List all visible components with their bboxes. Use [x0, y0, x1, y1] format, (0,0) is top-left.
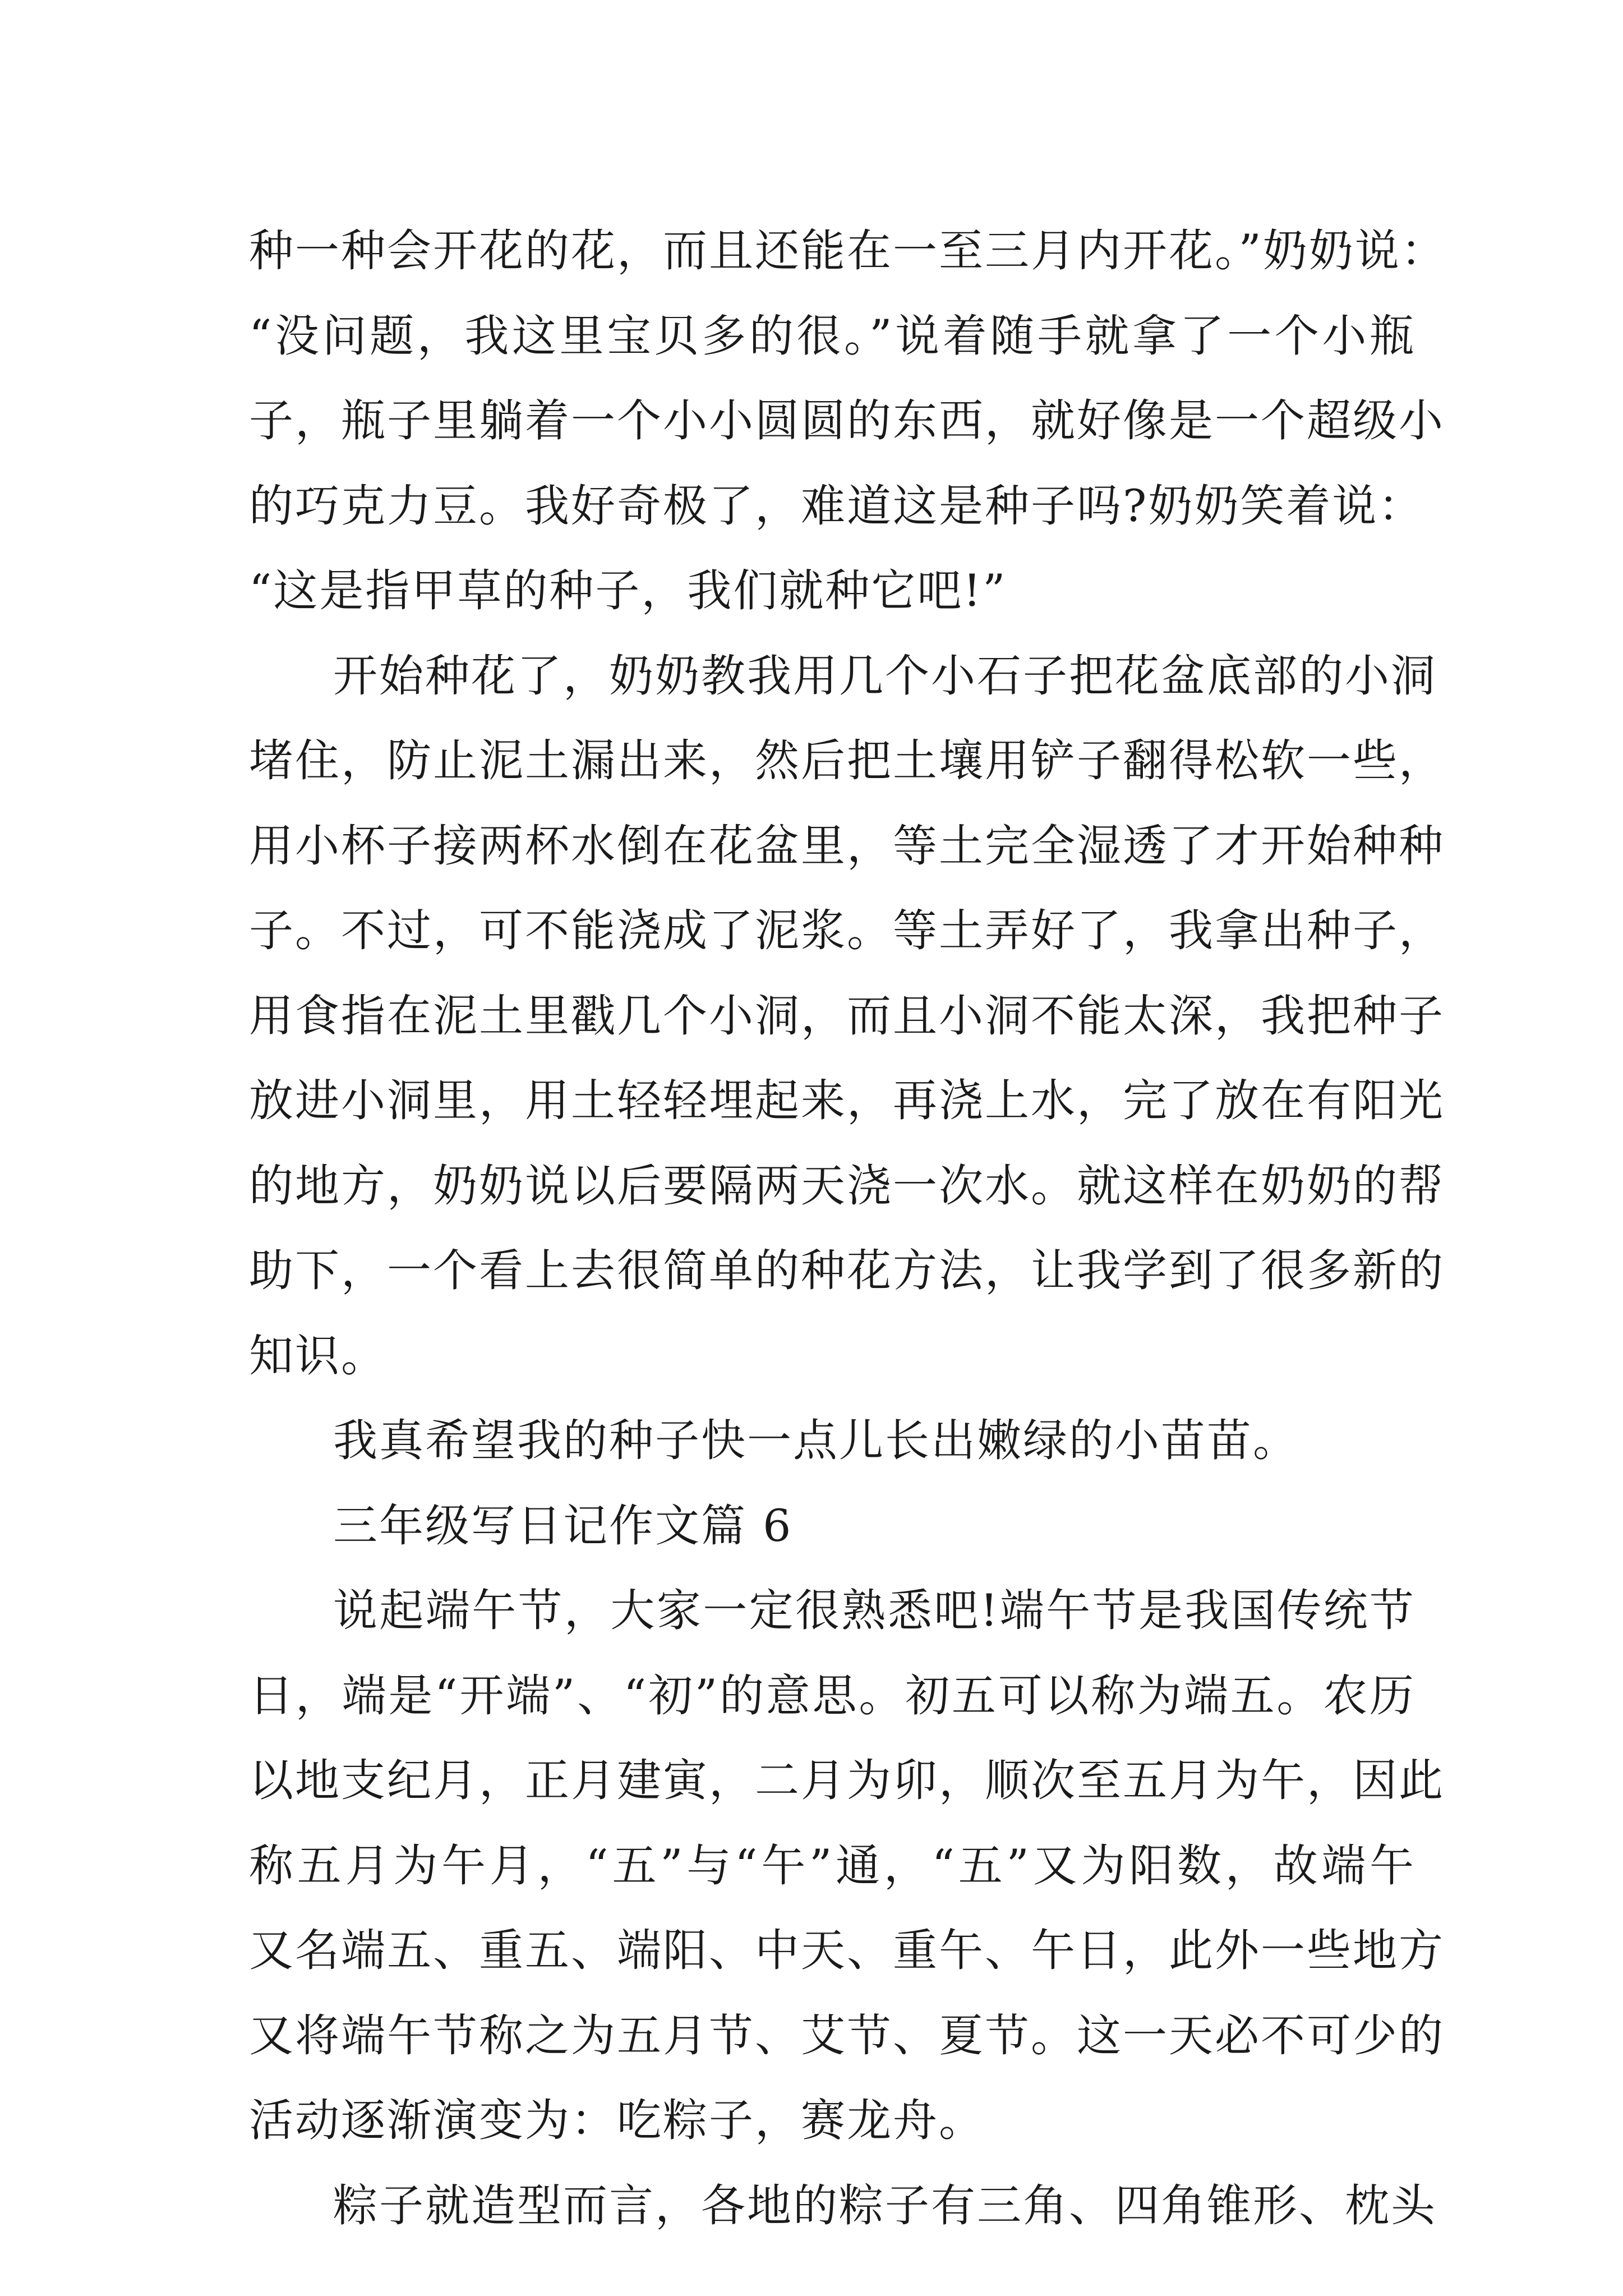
text-line: 的巧克力豆。我好奇极了，难道这是种子吗?奶奶笑着说： [249, 480, 1424, 532]
text-line: 称五月为午月，“五”与“午”通，“五”又为阳数，故端午 [249, 1839, 1415, 1892]
text-line: “这是指甲草的种子，我们就种它吧!” [249, 565, 1007, 616]
text-line: 开始种花了，奶奶教我用几个小石子把花盆底部的小洞 [333, 650, 1437, 702]
section-heading: 三年级写日记作文篇 6 [333, 1499, 793, 1552]
text-line: 放进小洞里，用土轻轻埋起来，再浇上水，完了放在有阳光 [249, 1075, 1445, 1126]
text-line: “没问题，我这里宝贝多的很。”说着随手就拿了一个小瓶 [249, 310, 1415, 362]
text-line: 以地支纪月，正月建寅，二月为卯，顺次至五月为午，因此 [249, 1755, 1445, 1806]
text-line: 我真希望我的种子快一点儿长出嫩绿的小苗苗。 [333, 1415, 1299, 1466]
text-line: 种一种会开花的花，而且还能在一至三月内开花。”奶奶说： [249, 225, 1447, 277]
text-line: 堵住，防止泥土漏出来，然后把土壤用铲子翻得松软一些， [249, 735, 1445, 786]
text-line: 日，端是“开端”、“初”的意思。初五可以称为端五。农历 [249, 1669, 1415, 1722]
body-text [249, 209, 1447, 2248]
text-line: 用小杯子接两杯水倒在花盆里，等土完全湿透了才开始种种 [249, 820, 1445, 872]
text-line: 用食指在泥土里戳几个小洞，而且小洞不能太深，我把种子 [249, 990, 1445, 1042]
text-line: 又名端五、重五、端阳、中天、重午、午日，此外一些地方 [249, 1925, 1445, 1976]
text-line: 活动逐渐演变为：吃粽子，赛龙舟。 [249, 2095, 985, 2146]
text-line: 又将端午节称之为五月节、艾节、夏节。这一天必不可少的 [249, 2009, 1445, 2062]
text-line: 粽子就造型而言，各地的粽子有三角、四角锥形、枕头 [333, 2179, 1437, 2231]
text-line: 助下，一个看上去很简单的种花方法，让我学到了很多新的 [249, 1245, 1445, 1296]
text-line: 的地方，奶奶说以后要隔两天浇一次水。就这样在奶奶的帮 [249, 1159, 1445, 1212]
text-line: 子。不过，可不能浇成了泥浆。等土弄好了，我拿出种子， [249, 905, 1445, 956]
text-line: 说起端午节，大家一定很熟悉吧!端午节是我国传统节 [333, 1585, 1415, 1636]
text-line: 子，瓶子里躺着一个小小圆圆的东西，就好像是一个超级小 [249, 395, 1445, 447]
text-line: 知识。 [249, 1329, 387, 1382]
